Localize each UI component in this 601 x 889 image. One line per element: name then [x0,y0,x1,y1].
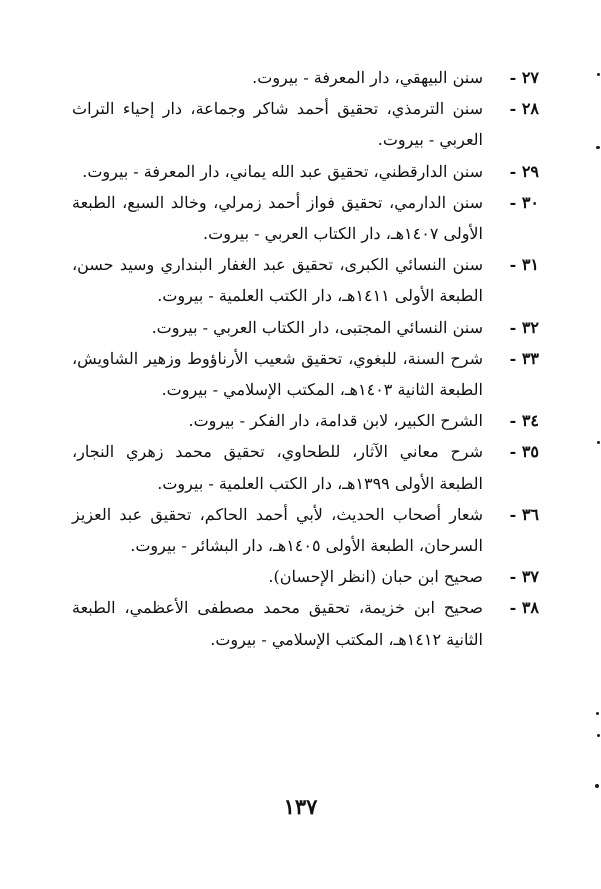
bibliography-entry [72,187,539,249]
scan-speck [597,73,600,76]
scan-speck [597,734,600,737]
entry-text: سنن النسائي الكبرى، تحقيق عبد الغفار البنداري وسيد حسن، الطبعة الأولى ١٤١١هـ، دار الكتب العلمية - بيروت. [72,255,483,306]
entry-text: سنن البيهقي، دار المعرفة - بيروت. [252,68,483,87]
entry-number: ٣٠ - [509,192,539,212]
entry-number: ٢٨ - [509,99,539,119]
entry-text: شعار أصحاب الحديث، لأبي أحمد الحاكم، تحقيق عبد العزيز السرحان، الطبعة الأولى ١٤٠٥هـ، دار البشائر - بيروت. [72,504,483,556]
entry-number: ٢٧ - [509,68,539,87]
entry-text: سنن الدارقطني، تحقيق عبد الله يماني، دار المعرفة - بيروت. [82,161,483,181]
entry-text: شرح معاني الآثار، للطحاوي، تحقيق محمد زهري النجار، الطبعة الأولى ١٣٩٩هـ، دار الكتب العلمية - بيروت. [72,442,483,493]
entry-number: ٣٣ - [509,348,539,368]
scan-speck [597,441,600,444]
entry-text: سنن الترمذي، تحقيق أحمد شاكر وجماعة، دار إحياء التراث العربي - بيروت. [72,99,483,150]
entry-text: صحيح ابن حبان (انظر الإحسان). [268,567,483,587]
scan-speck [596,146,600,149]
bibliography-list [72,62,539,655]
page-number: ١٣٧ [283,794,318,819]
bibliography-entry [72,592,539,654]
bibliography-entry [72,343,539,405]
entry-text: شرح السنة، للبغوي، تحقيق شعيب الأرناؤوط وزهير الشاويش، الطبعة الثانية ١٤٠٣هـ، المكتب الإسلامي - بيروت. [72,348,483,400]
bibliography-entry [72,499,539,561]
bibliography-entry [72,249,539,311]
bibliography-entry [72,312,539,343]
bibliography-entry [72,156,539,187]
entry-text: صحيح ابن خزيمة، تحقيق محمد مصطفى الأعظمي، الطبعة الثانية ١٤١٢هـ، المكتب الإسلامي - بيروت. [72,598,483,649]
scan-speck [595,784,599,788]
bibliography-entry [72,62,539,93]
entry-number: ٣٢ - [509,317,539,337]
entry-number: ٣٤ - [509,411,539,431]
entry-number: ٣٦ - [509,504,539,524]
entry-number: ٣٧ - [509,567,539,587]
entry-number: ٢٩ - [509,161,539,181]
entry-number: ٣٥ - [509,442,539,462]
entry-text: سنن النسائي المجتبى، دار الكتاب العربي - بيروت. [151,317,483,337]
entry-text: سنن الدارمي، تحقيق فواز أحمد زمرلي، وخالد السبع، الطبعة الأولى ١٤٠٧هـ، دار الكتاب العربي - بيروت. [72,192,483,244]
scan-speck [596,712,599,715]
entry-number: ٣١ - [509,255,539,275]
bibliography-entry [72,561,539,592]
bibliography-entry [72,405,539,436]
entry-text: الشرح الكبير، لابن قدامة، دار الفكر - بيروت. [188,411,483,431]
entry-number: ٣٨ - [509,598,539,618]
bibliography-entry [72,93,539,155]
bibliography-entry [72,436,539,498]
